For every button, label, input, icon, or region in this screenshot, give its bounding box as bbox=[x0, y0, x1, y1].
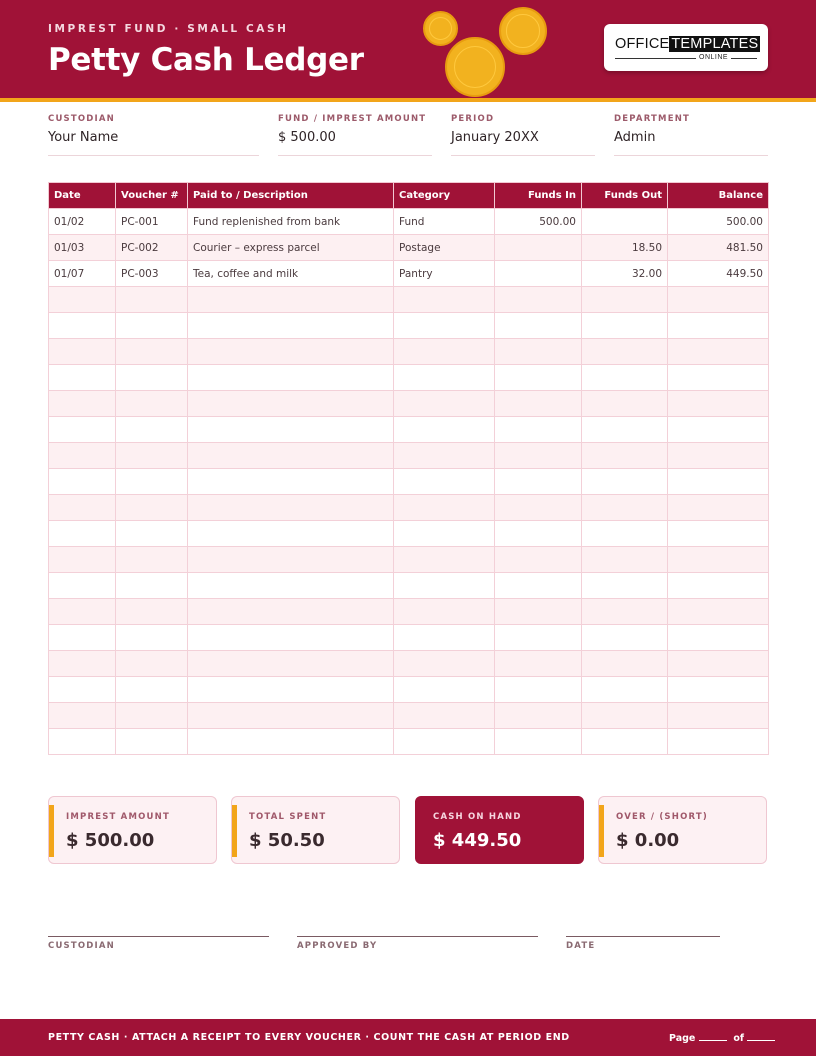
table-cell[interactable] bbox=[49, 599, 116, 625]
table-cell[interactable] bbox=[582, 729, 668, 755]
table-cell[interactable]: 500.00 bbox=[495, 209, 582, 235]
coin-icon bbox=[499, 7, 547, 55]
table-cell[interactable] bbox=[394, 729, 495, 755]
table-cell[interactable] bbox=[495, 495, 582, 521]
table-cell[interactable] bbox=[582, 521, 668, 547]
table-cell[interactable] bbox=[49, 651, 116, 677]
table-cell[interactable] bbox=[582, 287, 668, 313]
table-cell[interactable] bbox=[116, 677, 188, 703]
table-cell[interactable] bbox=[394, 365, 495, 391]
total-spent-label: TOTAL SPENT bbox=[249, 812, 327, 822]
logo-word-templates: TEMPLATES bbox=[671, 36, 759, 52]
department-value: Admin bbox=[614, 130, 656, 145]
table-cell[interactable] bbox=[668, 677, 769, 703]
table-cell[interactable] bbox=[116, 365, 188, 391]
table-cell[interactable] bbox=[116, 391, 188, 417]
table-cell[interactable] bbox=[394, 625, 495, 651]
table-row bbox=[49, 235, 769, 261]
table-cell[interactable]: 01/03 bbox=[49, 235, 116, 261]
col-header-balance: Balance bbox=[668, 183, 769, 209]
approved-by-signature-line[interactable]: APPROVED BY bbox=[297, 936, 538, 951]
table-cell[interactable] bbox=[116, 599, 188, 625]
table-cell[interactable] bbox=[668, 287, 769, 313]
table-cell[interactable] bbox=[582, 339, 668, 365]
custodian-field[interactable] bbox=[48, 114, 259, 156]
period-field[interactable] bbox=[451, 114, 595, 156]
coin-icon bbox=[423, 11, 458, 46]
table-cell[interactable] bbox=[49, 469, 116, 495]
table-cell[interactable] bbox=[394, 573, 495, 599]
table-cell[interactable] bbox=[394, 443, 495, 469]
page-title: Petty Cash Ledger bbox=[48, 42, 364, 78]
table-cell[interactable]: PC-003 bbox=[116, 261, 188, 287]
table-cell[interactable] bbox=[116, 547, 188, 573]
table-cell[interactable] bbox=[394, 521, 495, 547]
table-cell[interactable] bbox=[582, 495, 668, 521]
table-cell[interactable] bbox=[116, 703, 188, 729]
table-cell[interactable] bbox=[49, 495, 116, 521]
col-header-voucher: Voucher # bbox=[116, 183, 188, 209]
table-row-blank bbox=[49, 547, 769, 573]
table-cell[interactable] bbox=[188, 417, 394, 443]
table-cell[interactable]: Tea, coffee and milk bbox=[188, 261, 394, 287]
cash-on-hand-label: CASH ON HAND bbox=[433, 812, 522, 822]
table-cell[interactable] bbox=[582, 313, 668, 339]
table-cell[interactable] bbox=[582, 677, 668, 703]
over-short-label: OVER / (SHORT) bbox=[616, 812, 708, 822]
table-cell[interactable] bbox=[49, 573, 116, 599]
table-cell[interactable] bbox=[394, 651, 495, 677]
table-cell[interactable] bbox=[116, 651, 188, 677]
table-cell[interactable] bbox=[668, 703, 769, 729]
table-cell[interactable] bbox=[49, 521, 116, 547]
table-cell[interactable] bbox=[668, 469, 769, 495]
table-cell[interactable]: Fund bbox=[394, 209, 495, 235]
table-cell[interactable] bbox=[582, 469, 668, 495]
table-cell[interactable]: 01/07 bbox=[49, 261, 116, 287]
table-cell[interactable] bbox=[116, 469, 188, 495]
table-cell[interactable] bbox=[668, 417, 769, 443]
imprest-amount-label: IMPREST AMOUNT bbox=[66, 812, 170, 822]
table-cell[interactable] bbox=[188, 625, 394, 651]
table-row-blank bbox=[49, 313, 769, 339]
header-accent-rule bbox=[0, 98, 816, 102]
table-cell[interactable] bbox=[668, 521, 769, 547]
table-cell[interactable] bbox=[668, 625, 769, 651]
table-cell[interactable] bbox=[116, 417, 188, 443]
table-cell[interactable] bbox=[394, 469, 495, 495]
table-cell[interactable] bbox=[668, 547, 769, 573]
department-label: DEPARTMENT bbox=[614, 114, 691, 124]
table-cell[interactable]: 500.00 bbox=[668, 209, 769, 235]
table-cell[interactable]: 449.50 bbox=[668, 261, 769, 287]
footer-band bbox=[0, 1019, 816, 1056]
table-row-blank bbox=[49, 339, 769, 365]
table-cell[interactable] bbox=[495, 235, 582, 261]
table-row-blank bbox=[49, 729, 769, 755]
table-cell[interactable] bbox=[495, 521, 582, 547]
table-cell[interactable] bbox=[668, 391, 769, 417]
table-row bbox=[49, 209, 769, 235]
custodian-label: CUSTODIAN bbox=[48, 114, 115, 124]
table-cell[interactable] bbox=[582, 573, 668, 599]
table-cell[interactable] bbox=[495, 261, 582, 287]
table-cell[interactable] bbox=[394, 339, 495, 365]
logo-wordmark bbox=[615, 36, 760, 52]
over-short-card bbox=[598, 796, 767, 864]
total-spent-card bbox=[231, 796, 400, 864]
footer-note: PETTY CASH · ATTACH A RECEIPT TO EVERY VOUCHER · COUNT THE CASH AT PERIOD END bbox=[48, 1032, 570, 1043]
table-cell[interactable] bbox=[495, 417, 582, 443]
card-accent-bar bbox=[49, 805, 54, 857]
of-label: of bbox=[733, 1033, 744, 1044]
table-cell[interactable] bbox=[668, 599, 769, 625]
table-cell[interactable] bbox=[394, 599, 495, 625]
page-label: Page bbox=[669, 1033, 696, 1044]
table-cell[interactable] bbox=[495, 573, 582, 599]
table-cell[interactable] bbox=[394, 547, 495, 573]
table-cell[interactable] bbox=[116, 313, 188, 339]
table-cell[interactable] bbox=[582, 651, 668, 677]
table-row-blank bbox=[49, 365, 769, 391]
date-signature-line[interactable]: DATE bbox=[566, 936, 720, 951]
table-cell[interactable] bbox=[394, 417, 495, 443]
table-cell[interactable] bbox=[188, 729, 394, 755]
table-cell[interactable] bbox=[49, 729, 116, 755]
table-cell[interactable] bbox=[495, 677, 582, 703]
table-row bbox=[49, 261, 769, 287]
page-number-blank[interactable] bbox=[699, 1031, 727, 1041]
table-cell[interactable] bbox=[582, 443, 668, 469]
table-cell[interactable] bbox=[188, 391, 394, 417]
table-cell[interactable] bbox=[582, 599, 668, 625]
table-cell[interactable] bbox=[582, 391, 668, 417]
col-header-funds-in: Funds In bbox=[495, 183, 582, 209]
table-cell[interactable] bbox=[668, 573, 769, 599]
table-cell[interactable] bbox=[49, 391, 116, 417]
table-cell[interactable] bbox=[668, 443, 769, 469]
col-header-date: Date bbox=[49, 183, 116, 209]
period-value: January 20XX bbox=[451, 130, 539, 145]
table-cell[interactable] bbox=[116, 287, 188, 313]
table-cell[interactable] bbox=[49, 547, 116, 573]
table-cell[interactable] bbox=[49, 365, 116, 391]
table-cell[interactable] bbox=[668, 495, 769, 521]
table-cell[interactable]: 32.00 bbox=[582, 261, 668, 287]
cash-on-hand-card bbox=[415, 796, 584, 864]
table-cell[interactable] bbox=[582, 703, 668, 729]
ledger-body bbox=[49, 209, 769, 755]
table-cell[interactable] bbox=[668, 339, 769, 365]
table-row-blank bbox=[49, 651, 769, 677]
table-cell[interactable] bbox=[582, 365, 668, 391]
table-cell[interactable]: Postage bbox=[394, 235, 495, 261]
table-row-blank bbox=[49, 417, 769, 443]
table-cell[interactable] bbox=[188, 495, 394, 521]
brand-logo bbox=[604, 24, 768, 71]
table-cell[interactable] bbox=[495, 365, 582, 391]
custodian-value: Your Name bbox=[48, 130, 119, 145]
table-cell[interactable] bbox=[495, 339, 582, 365]
table-cell[interactable] bbox=[188, 339, 394, 365]
table-cell[interactable] bbox=[582, 625, 668, 651]
table-cell[interactable] bbox=[495, 625, 582, 651]
ledger-table bbox=[48, 182, 769, 755]
table-row-blank bbox=[49, 287, 769, 313]
table-cell[interactable] bbox=[49, 703, 116, 729]
table-row-blank bbox=[49, 391, 769, 417]
table-cell[interactable] bbox=[668, 729, 769, 755]
table-cell[interactable] bbox=[495, 703, 582, 729]
table-cell[interactable] bbox=[495, 469, 582, 495]
table-cell[interactable] bbox=[116, 521, 188, 547]
col-header-description: Paid to / Description bbox=[188, 183, 394, 209]
table-cell[interactable]: 01/02 bbox=[49, 209, 116, 235]
table-cell[interactable] bbox=[495, 599, 582, 625]
table-cell[interactable] bbox=[49, 313, 116, 339]
ledger-header-row bbox=[49, 183, 769, 209]
table-row-blank bbox=[49, 599, 769, 625]
table-cell[interactable] bbox=[188, 469, 394, 495]
table-cell[interactable] bbox=[188, 521, 394, 547]
table-cell[interactable] bbox=[188, 573, 394, 599]
page-total-blank[interactable] bbox=[747, 1031, 775, 1041]
table-cell[interactable] bbox=[188, 313, 394, 339]
table-cell[interactable] bbox=[495, 729, 582, 755]
header-band bbox=[0, 0, 816, 98]
logo-rule bbox=[615, 58, 757, 59]
table-cell[interactable] bbox=[49, 625, 116, 651]
table-cell[interactable]: PC-002 bbox=[116, 235, 188, 261]
table-cell[interactable]: Courier – express parcel bbox=[188, 235, 394, 261]
card-accent-bar bbox=[599, 805, 604, 857]
table-cell[interactable] bbox=[495, 443, 582, 469]
department-field[interactable] bbox=[614, 114, 768, 156]
imprest-amount-card bbox=[48, 796, 217, 864]
table-row-blank bbox=[49, 443, 769, 469]
table-cell[interactable] bbox=[116, 339, 188, 365]
fund-amount-value: $ 500.00 bbox=[278, 130, 336, 145]
table-cell[interactable] bbox=[116, 495, 188, 521]
logo-word-office: OFFICE bbox=[615, 36, 670, 52]
table-cell[interactable] bbox=[394, 391, 495, 417]
table-cell[interactable] bbox=[668, 651, 769, 677]
table-cell[interactable] bbox=[394, 495, 495, 521]
table-cell[interactable]: 18.50 bbox=[582, 235, 668, 261]
page-number bbox=[669, 1031, 775, 1044]
table-cell[interactable] bbox=[188, 599, 394, 625]
table-row-blank bbox=[49, 625, 769, 651]
table-row-blank bbox=[49, 495, 769, 521]
table-cell[interactable] bbox=[394, 287, 495, 313]
header-eyebrow: IMPREST FUND · SMALL CASH bbox=[48, 23, 289, 35]
table-cell[interactable] bbox=[582, 209, 668, 235]
logo-word-online: ONLINE bbox=[696, 54, 731, 61]
table-cell[interactable] bbox=[188, 287, 394, 313]
table-cell[interactable] bbox=[495, 547, 582, 573]
table-cell[interactable] bbox=[116, 443, 188, 469]
col-header-funds-out: Funds Out bbox=[582, 183, 668, 209]
table-cell[interactable] bbox=[188, 547, 394, 573]
table-cell[interactable] bbox=[394, 677, 495, 703]
table-cell[interactable] bbox=[668, 365, 769, 391]
table-cell[interactable] bbox=[495, 391, 582, 417]
table-cell[interactable] bbox=[49, 287, 116, 313]
table-cell[interactable] bbox=[495, 287, 582, 313]
fund-amount-field[interactable] bbox=[278, 114, 432, 156]
table-cell[interactable] bbox=[394, 703, 495, 729]
table-cell[interactable]: PC-001 bbox=[116, 209, 188, 235]
coin-icon bbox=[445, 37, 505, 97]
table-cell[interactable] bbox=[188, 651, 394, 677]
table-cell[interactable] bbox=[116, 729, 188, 755]
table-cell[interactable] bbox=[116, 625, 188, 651]
table-cell[interactable] bbox=[188, 365, 394, 391]
fund-amount-label: FUND / IMPREST AMOUNT bbox=[278, 114, 427, 124]
table-row-blank bbox=[49, 521, 769, 547]
total-spent-value: $ 50.50 bbox=[249, 830, 325, 851]
table-cell[interactable] bbox=[394, 313, 495, 339]
table-cell[interactable] bbox=[495, 651, 582, 677]
col-header-category: Category bbox=[394, 183, 495, 209]
table-row-blank bbox=[49, 573, 769, 599]
table-cell[interactable] bbox=[49, 417, 116, 443]
card-accent-bar bbox=[232, 805, 237, 857]
table-cell[interactable]: Fund replenished from bank bbox=[188, 209, 394, 235]
table-cell[interactable] bbox=[668, 313, 769, 339]
over-short-value: $ 0.00 bbox=[616, 830, 680, 851]
table-cell[interactable]: Pantry bbox=[394, 261, 495, 287]
table-row-blank bbox=[49, 703, 769, 729]
cash-on-hand-value: $ 449.50 bbox=[433, 830, 522, 851]
table-cell[interactable] bbox=[49, 339, 116, 365]
custodian-signature-line[interactable]: CUSTODIAN bbox=[48, 936, 269, 951]
imprest-amount-value: $ 500.00 bbox=[66, 830, 155, 851]
table-cell[interactable] bbox=[49, 677, 116, 703]
table-cell[interactable] bbox=[116, 573, 188, 599]
table-row-blank bbox=[49, 469, 769, 495]
period-label: PERIOD bbox=[451, 114, 495, 124]
table-cell[interactable] bbox=[49, 443, 116, 469]
table-cell[interactable]: 481.50 bbox=[668, 235, 769, 261]
table-cell[interactable] bbox=[188, 443, 394, 469]
table-cell[interactable] bbox=[582, 417, 668, 443]
table-cell[interactable] bbox=[582, 547, 668, 573]
table-cell[interactable] bbox=[188, 703, 394, 729]
table-cell[interactable] bbox=[188, 677, 394, 703]
table-cell[interactable] bbox=[495, 313, 582, 339]
table-row-blank bbox=[49, 677, 769, 703]
